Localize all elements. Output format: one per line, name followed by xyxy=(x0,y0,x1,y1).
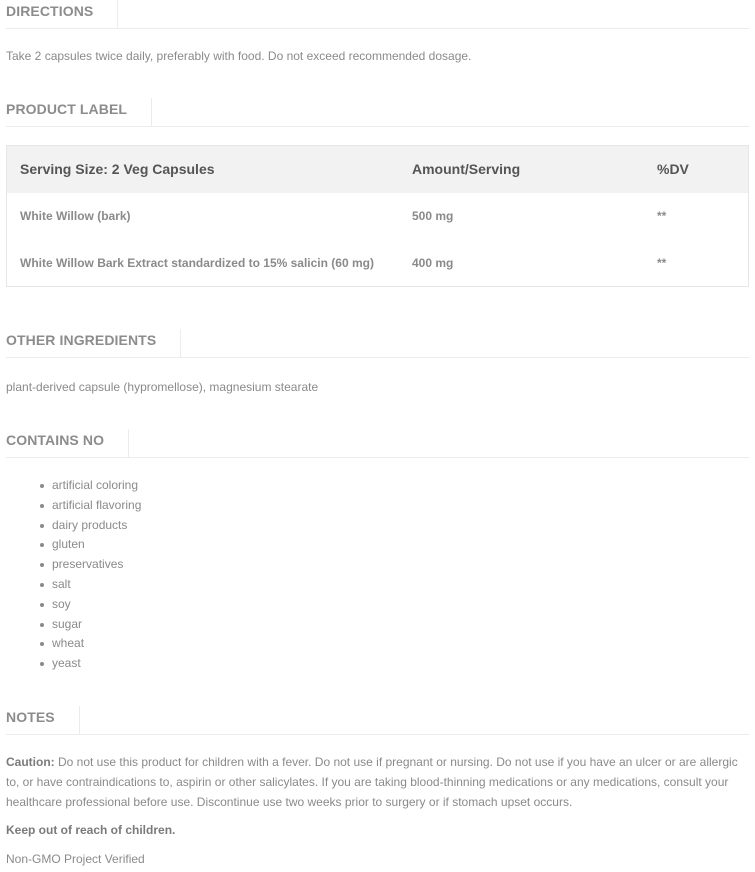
list-item: artificial flavoring xyxy=(40,496,141,516)
list-item: wheat xyxy=(40,634,141,654)
ingredient-dv: ** xyxy=(657,209,667,223)
product-label-heading: PRODUCT LABEL xyxy=(6,98,152,126)
ingredient-amount: 500 mg xyxy=(412,209,454,223)
column-header-serving-size: Serving Size: 2 Veg Capsules xyxy=(20,161,215,177)
other-ingredients-text: plant-derived capsule (hypromellose), magnesium stearate xyxy=(6,380,319,394)
other-ingredients-heading: OTHER INGREDIENTS xyxy=(6,329,181,357)
list-item: preservatives xyxy=(40,555,141,575)
list-item: dairy products xyxy=(40,516,141,536)
product-label-header xyxy=(6,98,749,127)
product-label-table xyxy=(6,145,749,287)
directions-heading: DIRECTIONS xyxy=(6,0,118,28)
list-item: salt xyxy=(40,575,141,595)
ingredient-name: White Willow (bark) xyxy=(20,209,131,223)
column-header-amount: Amount/Serving xyxy=(412,161,521,177)
keep-out-paragraph xyxy=(6,820,741,840)
caution-text: Do not use this product for children with a fever. Do not use if pregnant or nursing. Do not use if you have an ulcer or are allergic to, or have contraindications to, aspirin or other salicylates. If you are taking blood-thinning medications or any medications, consult your healthcare professional before use. Discontinue use two weeks prior to surgery or if stomach upset occurs. xyxy=(6,755,738,809)
directions-header xyxy=(6,0,749,29)
ingredient-name: White Willow Bark Extract standardized to 15% salicin (60 mg) xyxy=(20,256,374,270)
list-item: gluten xyxy=(40,535,141,555)
directions-text: Take 2 capsules twice daily, preferably with food. Do not exceed recommended dosage. xyxy=(6,49,472,63)
contains-no-header xyxy=(6,429,749,458)
table-header-row xyxy=(7,146,748,193)
contains-no-heading: CONTAINS NO xyxy=(6,429,129,457)
notes-header xyxy=(6,706,749,735)
table-row xyxy=(7,193,748,240)
non-gmo-verified-text: Non-GMO Project Verified xyxy=(6,852,145,866)
ingredient-amount: 400 mg xyxy=(412,256,454,270)
ingredient-dv: ** xyxy=(657,256,667,270)
list-item: sugar xyxy=(40,615,141,635)
list-item: yeast xyxy=(40,654,141,674)
keep-out-text: Keep out of reach of children. xyxy=(6,823,176,837)
table-row xyxy=(7,240,748,287)
list-item: artificial coloring xyxy=(40,476,141,496)
caution-label: Caution: xyxy=(6,755,55,769)
contains-no-list xyxy=(40,476,141,674)
caution-paragraph xyxy=(6,752,741,812)
list-item: soy xyxy=(40,595,141,615)
column-header-dv: %DV xyxy=(657,161,689,177)
notes-heading: NOTES xyxy=(6,706,80,734)
other-ingredients-header xyxy=(6,329,749,358)
